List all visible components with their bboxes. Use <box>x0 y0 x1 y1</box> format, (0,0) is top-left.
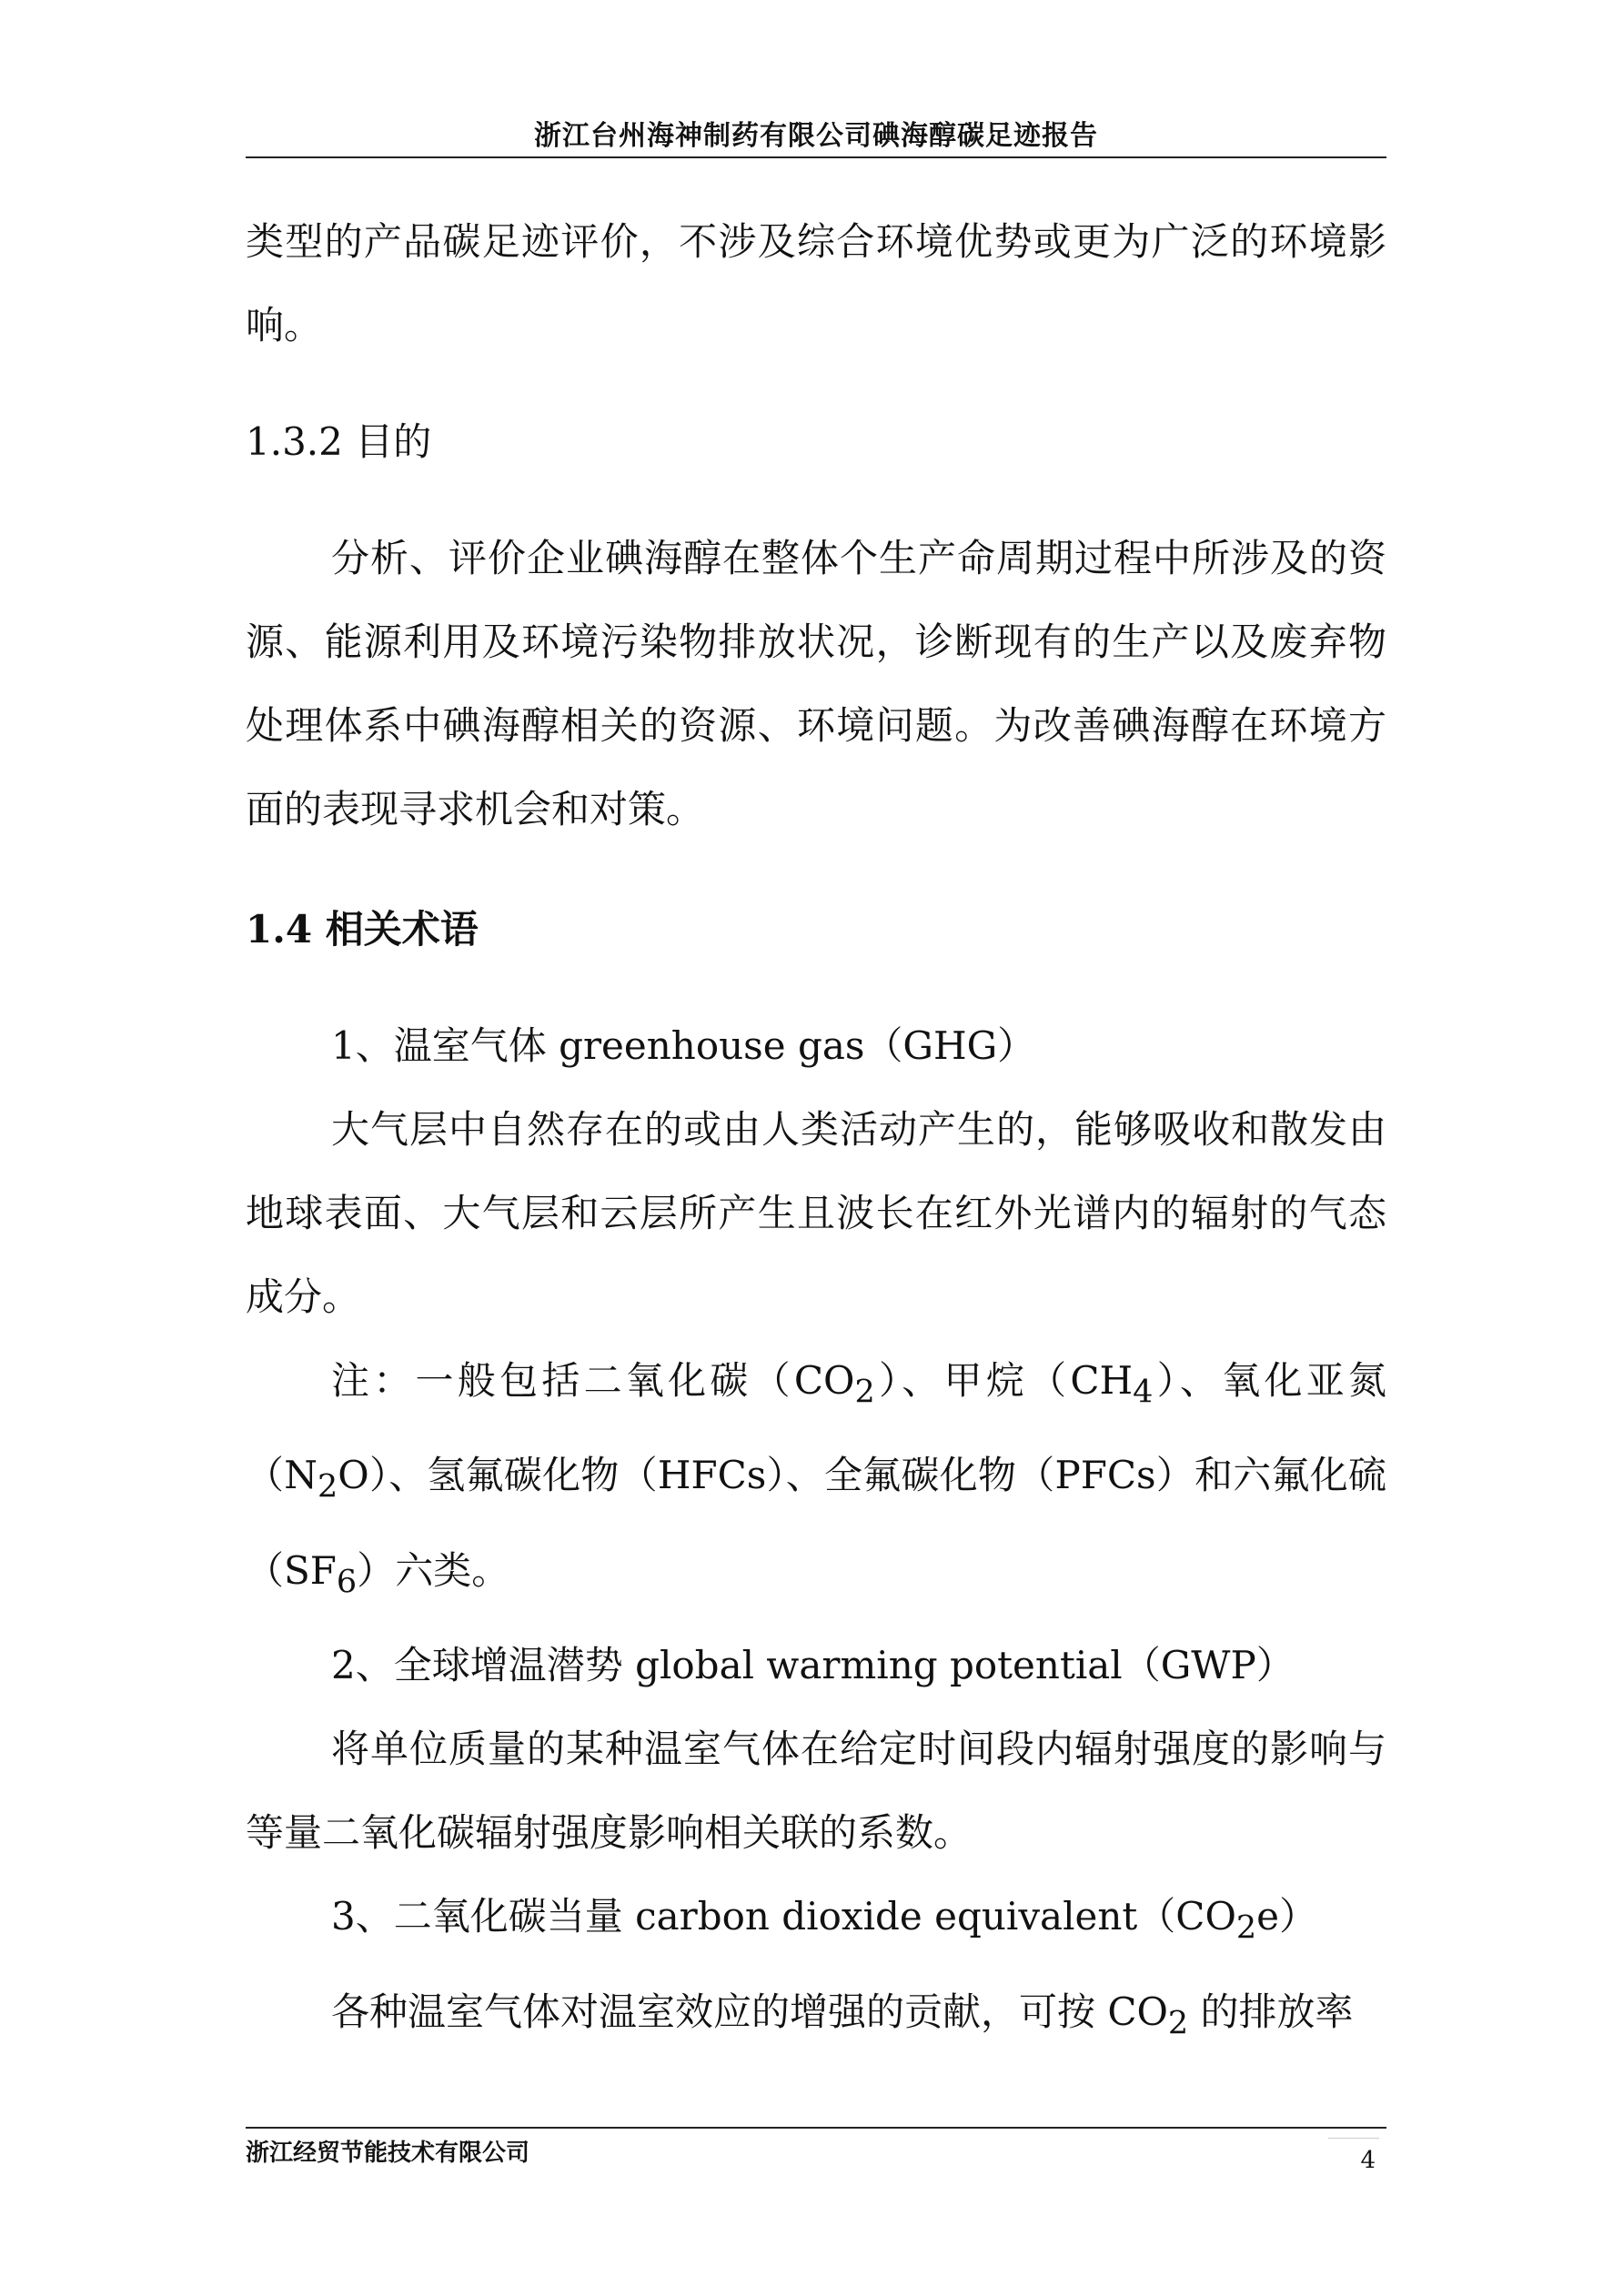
term-3-definition: 各种温室气体对温室效应的增强的贡献，可按 $CO_2$ 的排放率 <box>331 1989 1354 2041</box>
page-number-frame <box>1328 2138 1379 2140</box>
term-3-title: 3、二氧化碳当量 carbon dioxide $equivalent(CO_2e)$ <box>331 1894 1318 1947</box>
header-rule <box>246 156 1386 158</box>
term-1-note: 注：一般包括二氧化碳$(CO_2)$、甲烷$(CH_4)$、氧化亚氮$(N_2O)$、氢氟碳化物（HFCs）、全氟碳化物（PFCs）和六氟化硫$(SF_6)$六类。 <box>246 1358 1386 1601</box>
term-1-title: 1、温室气体 greenhouse gas（GHG） <box>331 1023 1036 1068</box>
footer-company: 浙江经贸节能技术有限公司 <box>246 2140 530 2167</box>
term-1-definition: 大气层中自然存在的或由人类活动产生的，能够吸收和散发由地球表面、大气层和云层所产生且波长在红外光谱内的辐射的气态成分。 <box>246 1107 1386 1319</box>
section-heading-terms: 1.4 相关术语 <box>246 907 479 952</box>
footer-rule <box>246 2127 1386 2129</box>
section-heading-purpose: 1.3.2 目的 <box>246 419 432 464</box>
page-header-title: 浙江台州海神制药有限公司碘海醇碳足迹报告 <box>534 120 1098 152</box>
page-number: 4 <box>1360 2147 1376 2174</box>
purpose-paragraph: 分析、评价企业碘海醇在整体个生产命周期过程中所涉及的资源、能源利用及环境污染物排放状况，诊断现有的生产以及废弃物处理体系中碘海醇相关的资源、环境问题。为改善碘海醇在环境方面的表现寻求机会和对策。 <box>246 536 1386 831</box>
intro-paragraph: 类型的产品碳足迹评价，不涉及综合环境优势或更为广泛的环境影响。 <box>246 219 1386 347</box>
term-2-definition: 将单位质量的某种温室气体在给定时间段内辐射强度的影响与等量二氧化碳辐射强度影响相关联的系数。 <box>246 1727 1386 1856</box>
document-body <box>246 200 1386 2065</box>
term-2-title: 2、全球增温潜势 global warming potential（GWP） <box>331 1643 1295 1688</box>
